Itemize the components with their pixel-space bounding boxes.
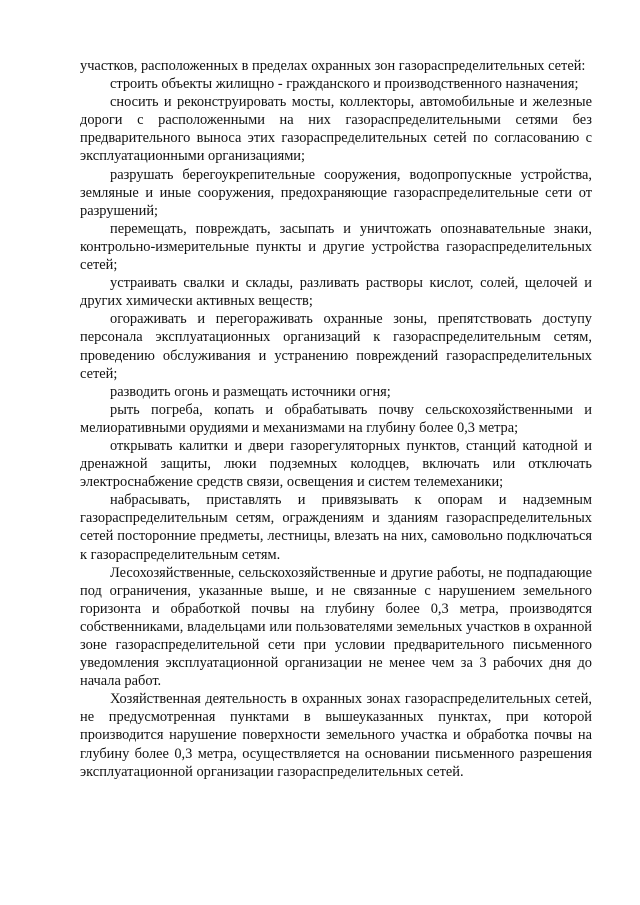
paragraph-9: рыть погреба, копать и обрабатывать почву сельскохозяйственными и мелиоративными орудиями и механизмами на глубину более 0,3 метра; [80, 401, 592, 436]
paragraph-10: открывать калитки и двери газорегуляторных пунктов, станций катодной и дренажной защиты, люки подземных колодцев, включать или отключать электроснабжение средств связи, освещения и систем телемеханики; [80, 437, 592, 491]
paragraph-12: Лесохозяйственные, сельскохозяйственные и другие работы, не подпадающие под ограничения, указанные выше, и не связанные с нарушением земельного горизонта и обработкой почвы на глубину более 0,3 метра, производятся собственниками, владельцами или пользователями земельных участков в охранной зоне газораспределительной сети при условии предварительного письменного уведомления эксплуатационной организации не менее чем за 3 рабочих дня до начала работ. [80, 564, 592, 690]
document-body [80, 57, 592, 781]
paragraph-6: устраивать свалки и склады, разливать растворы кислот, солей, щелочей и других химически активных веществ; [80, 275, 592, 310]
paragraph-7: огораживать и перегораживать охранные зоны, препятствовать доступу персонала эксплуатационных организаций к газораспределительным сетям, проведению обслуживания и устранению повреждений газораспределительных сетей; [80, 311, 592, 382]
paragraph-5: перемещать, повреждать, засыпать и уничтожать опознавательные знаки, контрольно-измерительные пункты и другие устройства газораспределительных сетей; [80, 220, 592, 274]
paragraph-3: сносить и реконструировать мосты, коллекторы, автомобильные и железные дороги с расположенными на них газораспределительными сетями без предварительного выноса этих газораспределительных сетей по согласованию с эксплуатационными организациями; [80, 94, 592, 165]
paragraph-4: разрушать берегоукрепительные сооружения, водопропускные устройства, земляные и иные сооружения, предохраняющие газораспределительные сети от разрушений; [80, 166, 592, 219]
paragraph-13: Хозяйственная деятельность в охранных зонах газораспределительных сетей, не предусмотренная пунктами в вышеуказанных пунктах, при которой производится нарушение поверхности земельного участка и обработка почвы на глубину более 0,3 метра, осуществляется на основании письменного разрешения эксплуатационной организации газораспределительных сетей. [80, 691, 592, 780]
paragraph-1: участков, расположенных в пределах охранных зон газораспределительных сетей: [80, 58, 586, 74]
paragraph-11: набрасывать, приставлять и привязывать к опорам и надземным газораспределительным сетям, ограждениям и зданиям газораспределительных сетей посторонние предметы, лестницы, влезать на них, самовольно подключаться к газораспределительным сетям. [80, 492, 592, 563]
paragraph-8: разводить огонь и размещать источники огня; [110, 383, 391, 400]
paragraph-2: строить объекты жилищно - гражданского и производственного назначения; [110, 76, 579, 93]
